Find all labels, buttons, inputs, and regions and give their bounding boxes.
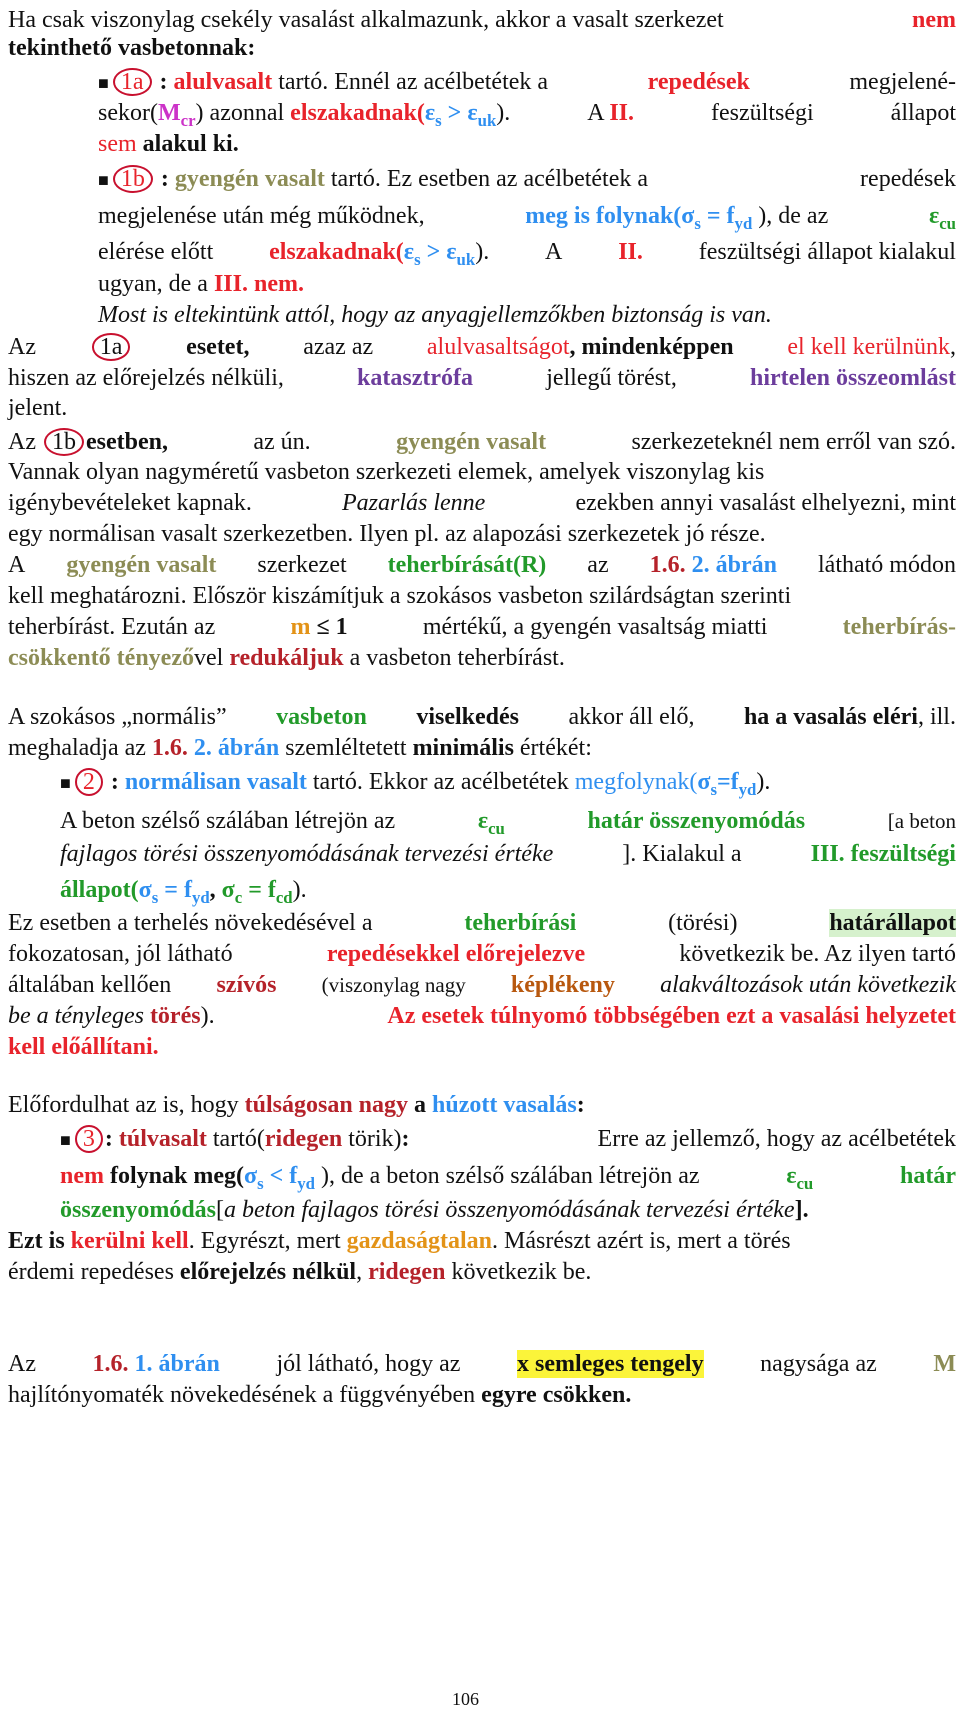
para-line bbox=[60, 1196, 809, 1224]
text: hiszen az előrejelzés nélküli, bbox=[8, 365, 284, 391]
text-group bbox=[60, 1162, 700, 1193]
text: Az esetek túlnyomó többségében ezt a vasalási helyzetet bbox=[387, 1003, 956, 1029]
case-2-line bbox=[60, 768, 770, 797]
text: yd bbox=[734, 213, 753, 233]
text-group bbox=[93, 1350, 220, 1378]
text: σ bbox=[681, 203, 695, 229]
text: yd bbox=[191, 887, 210, 907]
text: 2. ábrán bbox=[691, 552, 777, 578]
text: túlságosan nagy bbox=[244, 1092, 409, 1118]
text: sem bbox=[98, 131, 137, 157]
text: ) azonnal bbox=[195, 100, 285, 126]
text-group bbox=[98, 99, 511, 130]
case-1a-intro bbox=[98, 68, 548, 97]
text: határ bbox=[899, 1163, 956, 1189]
text: kell meghatározni. Először kiszámítjuk a szokásos vasbeton szilárdságtan szerinti bbox=[8, 583, 792, 609]
text: c bbox=[234, 887, 243, 907]
text: elérése előtt bbox=[98, 239, 214, 265]
text: tartó. Ekkor az acélbetétek bbox=[312, 769, 569, 795]
text: mértékű, a gyengén vasaltság miatti bbox=[422, 614, 768, 640]
text: teherbírást. Ezután az bbox=[8, 614, 216, 640]
text: elszakadnak( bbox=[269, 239, 404, 265]
text: gazdaságtalan bbox=[346, 1228, 493, 1254]
text: következik be. bbox=[451, 1259, 592, 1285]
para-line bbox=[60, 807, 956, 838]
para-line bbox=[8, 613, 956, 641]
text-group bbox=[650, 551, 777, 579]
text: hajlítónyomaték növekedésének a függvényében bbox=[8, 1382, 476, 1408]
para-line bbox=[8, 1350, 956, 1378]
text: gyengén vasalt bbox=[396, 429, 547, 455]
text: II. bbox=[609, 100, 634, 126]
text: ε bbox=[477, 808, 489, 834]
para-line bbox=[8, 458, 956, 486]
text: elszakadnak( bbox=[290, 100, 425, 126]
text: el kell kerülnünk bbox=[787, 334, 950, 360]
square-bullet-icon: ■ bbox=[98, 73, 109, 93]
text: alakváltozások után következik bbox=[660, 972, 956, 998]
text: megjelené- bbox=[849, 69, 956, 95]
text: összenyomódás bbox=[60, 1197, 217, 1223]
text: : bbox=[401, 1126, 410, 1152]
text: ε bbox=[424, 100, 436, 126]
para-line bbox=[8, 364, 956, 392]
text: Pazarlás lenne bbox=[342, 490, 486, 516]
text-group bbox=[8, 428, 168, 456]
case-1a-line bbox=[98, 68, 956, 97]
text: : bbox=[160, 166, 169, 192]
para-line bbox=[8, 940, 956, 968]
text: igénybevételeket kapnak. bbox=[8, 490, 252, 516]
text: előrejelzés nélkül bbox=[179, 1259, 357, 1285]
case-1b-line bbox=[98, 165, 956, 194]
text: azaz az bbox=[303, 334, 374, 360]
text: cu bbox=[939, 213, 956, 233]
text: < f bbox=[263, 1163, 298, 1189]
para-line bbox=[8, 1381, 631, 1409]
text: A bbox=[587, 100, 604, 126]
text: jellegű törést, bbox=[546, 365, 677, 391]
para-line bbox=[8, 333, 956, 361]
text: 2. ábrán bbox=[193, 735, 280, 761]
text: határ összenyomódás bbox=[587, 808, 806, 834]
text: csökkentő tényező bbox=[8, 645, 194, 671]
text: érdemi repedéses bbox=[8, 1259, 174, 1285]
text: > ε bbox=[420, 239, 457, 265]
text: ≤ 1 bbox=[316, 614, 348, 640]
text-group bbox=[587, 99, 634, 127]
text: húzott vasalás bbox=[432, 1092, 577, 1118]
text: feszültségi bbox=[850, 841, 956, 867]
text: σ bbox=[138, 877, 152, 903]
text: yd bbox=[738, 779, 757, 799]
text: (viszonylag nagy bbox=[321, 973, 466, 997]
para-line: jelent. bbox=[8, 395, 68, 421]
text: 1.6. bbox=[151, 735, 188, 761]
para-line bbox=[8, 582, 956, 610]
para-line bbox=[8, 703, 956, 731]
text: s bbox=[710, 779, 717, 799]
text: = f bbox=[242, 877, 276, 903]
text: Vannak olyan nagyméretű vasbeton szerkezeti elemek, amelyek viszonylag kis bbox=[8, 459, 765, 485]
para-line bbox=[98, 238, 956, 269]
text: III. nem. bbox=[213, 271, 304, 297]
text: esetet, bbox=[186, 334, 250, 360]
para-line bbox=[8, 428, 956, 456]
text: . Másrészt azért is, mert a törés bbox=[492, 1228, 791, 1254]
para-line bbox=[98, 202, 956, 233]
text: látható módon bbox=[818, 552, 956, 578]
text: szerkezet bbox=[257, 552, 347, 578]
text: általában kellően bbox=[8, 972, 172, 998]
text: cu bbox=[796, 1173, 814, 1193]
text: kerülni kell bbox=[70, 1228, 189, 1254]
text: cr bbox=[180, 110, 196, 130]
text: = f bbox=[158, 877, 192, 903]
para-line bbox=[8, 644, 565, 672]
text: ). bbox=[292, 877, 307, 903]
text: Erre az jellemző, hogy az acélbetétek bbox=[597, 1126, 956, 1152]
text: cu bbox=[488, 818, 505, 838]
text: ε bbox=[403, 239, 415, 265]
para-line bbox=[8, 909, 956, 937]
para-line bbox=[8, 1091, 585, 1119]
text: tartó. Ennél az acélbetétek a bbox=[278, 69, 549, 95]
text: következik be. Az ilyen tartó bbox=[679, 941, 956, 967]
case-marker: 3 bbox=[75, 1125, 103, 1153]
text: állapot bbox=[890, 100, 956, 126]
text: meghaladja az bbox=[8, 735, 146, 761]
case-3-intro bbox=[60, 1125, 410, 1154]
text: , mindenképpen bbox=[569, 334, 734, 360]
text: a beton fajlagos törési összenyomódásának tervezési értéke bbox=[224, 1197, 795, 1223]
text: s bbox=[257, 1173, 264, 1193]
text: repedésekkel előrejelezve bbox=[326, 941, 586, 967]
para-line bbox=[8, 6, 956, 34]
text: ). bbox=[200, 1003, 215, 1029]
text-group bbox=[744, 703, 956, 731]
case-marker: 1a bbox=[113, 68, 152, 96]
text: Előfordulhat az is, hogy bbox=[8, 1092, 239, 1118]
text: ]. bbox=[794, 1197, 809, 1223]
text: σ bbox=[221, 877, 235, 903]
text: képlékeny bbox=[510, 972, 615, 998]
text: uk bbox=[477, 110, 497, 130]
text: A beton szélső szálában létrejön az bbox=[60, 808, 396, 834]
para-line bbox=[98, 130, 239, 158]
text-group bbox=[290, 613, 347, 641]
text: ugyan, de a bbox=[98, 271, 208, 297]
text: , ill. bbox=[917, 704, 956, 730]
text: állapot( bbox=[60, 877, 139, 903]
text: ha a vasalás eléri bbox=[743, 704, 918, 730]
text: teherbírási bbox=[464, 910, 577, 936]
text: ). bbox=[496, 100, 511, 126]
text: Ezt is bbox=[8, 1228, 65, 1254]
text: határállapot bbox=[829, 910, 956, 936]
text: értékét: bbox=[519, 735, 592, 761]
text: ε bbox=[928, 203, 940, 229]
text: Ha csak viszonylag csekély vasalást alkalmazunk, akkor a vasalt szerkezet bbox=[8, 7, 724, 33]
text: törik) bbox=[348, 1126, 402, 1152]
text: A szokásos „normális” bbox=[8, 704, 227, 730]
text-group bbox=[811, 840, 956, 868]
text: ). bbox=[475, 239, 490, 265]
para-line bbox=[8, 551, 956, 579]
text: ]. Kialakul a bbox=[622, 841, 742, 867]
para-line bbox=[8, 1227, 956, 1255]
text: minimális bbox=[412, 735, 514, 761]
text: vasbeton bbox=[276, 704, 367, 730]
text: : bbox=[104, 1126, 113, 1152]
text: 1.6. bbox=[649, 552, 686, 578]
text-group bbox=[477, 807, 505, 838]
text: [a beton bbox=[887, 809, 956, 833]
text-group bbox=[525, 202, 829, 233]
text: nem bbox=[912, 7, 956, 33]
text: σ bbox=[697, 769, 711, 795]
text-group bbox=[269, 238, 490, 269]
text: , bbox=[356, 1259, 363, 1285]
text: repedések bbox=[860, 166, 956, 192]
text: : bbox=[110, 769, 119, 795]
text: alulvasalt bbox=[173, 69, 273, 95]
square-bullet-icon: ■ bbox=[60, 773, 71, 793]
text: : bbox=[576, 1092, 585, 1118]
text: ), de a beton szélső szálában létrejön az bbox=[315, 1163, 700, 1189]
text: szerkezeteknél nem erről van szó. bbox=[631, 429, 956, 455]
text: megjelenése után még működnek, bbox=[98, 203, 425, 229]
text: Ez esetben a terhelés növekedésével a bbox=[8, 910, 373, 936]
text: fajlagos törési összenyomódásának tervezési értéke bbox=[60, 841, 554, 867]
text: s bbox=[414, 249, 421, 269]
text-group bbox=[8, 1227, 791, 1255]
para-line bbox=[98, 270, 304, 298]
text: feszültségi állapot kialakul bbox=[698, 239, 956, 265]
text: be a tényleges bbox=[8, 1003, 144, 1029]
text-group bbox=[786, 1162, 814, 1193]
text-group bbox=[427, 333, 734, 361]
text: egyre csökken. bbox=[481, 1382, 632, 1408]
para-line bbox=[8, 971, 956, 999]
text: x semleges tengely bbox=[516, 1351, 704, 1377]
para-line bbox=[98, 99, 956, 130]
text: = f bbox=[700, 203, 735, 229]
text: törés bbox=[149, 1003, 201, 1029]
text: s bbox=[151, 887, 159, 907]
text: alakul ki. bbox=[142, 131, 239, 157]
para-line bbox=[60, 840, 956, 868]
text: megfolynak( bbox=[574, 769, 698, 795]
text: yd bbox=[297, 1173, 315, 1193]
text: Az bbox=[8, 1351, 36, 1377]
text: (törési) bbox=[668, 910, 738, 936]
text: a vasbeton teherbírást. bbox=[349, 645, 565, 671]
text: sekor( bbox=[98, 100, 158, 126]
text: katasztrófa bbox=[357, 365, 474, 391]
text: M bbox=[933, 1351, 956, 1377]
text: Az bbox=[8, 429, 36, 455]
text: vel bbox=[193, 645, 224, 671]
note-line: Most is eltekintünk attól, hogy az anyagjellemzőkben biztonság is van. bbox=[98, 302, 772, 328]
text-group bbox=[787, 333, 956, 361]
text: az ún. bbox=[253, 429, 311, 455]
case-marker: 1b bbox=[113, 165, 153, 193]
text: ezekben annyi vasalást elhelyezni, mint bbox=[575, 490, 956, 516]
text: gyengén vasalt bbox=[66, 552, 217, 578]
text: ridegen bbox=[368, 1259, 446, 1285]
case-marker: 2 bbox=[75, 768, 103, 796]
para-line bbox=[60, 876, 307, 907]
text: alulvasaltságot bbox=[426, 334, 570, 360]
text: 1. ábrán bbox=[134, 1351, 220, 1377]
text: III. bbox=[810, 841, 845, 867]
text: 1.6. bbox=[92, 1351, 129, 1377]
text: tartó( bbox=[212, 1126, 265, 1152]
para-line bbox=[8, 734, 592, 762]
text: szívós bbox=[216, 972, 277, 998]
text: M bbox=[157, 100, 181, 126]
text: cd bbox=[275, 887, 293, 907]
page-number: 106 bbox=[452, 1689, 479, 1709]
para-line bbox=[8, 489, 956, 517]
text: uk bbox=[456, 249, 476, 269]
text: : bbox=[159, 69, 168, 95]
text: ), de az bbox=[752, 203, 829, 229]
text: =f bbox=[716, 769, 739, 795]
text: viselkedés bbox=[416, 704, 519, 730]
case-3-line bbox=[60, 1125, 956, 1154]
text: normálisan vasalt bbox=[124, 769, 307, 795]
para-line bbox=[60, 1162, 956, 1193]
text: gyengén vasalt bbox=[174, 166, 325, 192]
text: m bbox=[290, 614, 311, 640]
text: A bbox=[545, 239, 563, 265]
para-line: tekinthető vasbetonnak: bbox=[8, 35, 256, 61]
para-line: kell előállítani. bbox=[8, 1034, 159, 1060]
text: [ bbox=[216, 1197, 225, 1223]
text: folynak meg( bbox=[110, 1163, 244, 1189]
text-group bbox=[8, 1002, 215, 1030]
text: teherbírását(R) bbox=[387, 552, 547, 578]
text: redukáljuk bbox=[229, 645, 344, 671]
text: fokozatosan, jól látható bbox=[8, 941, 233, 967]
text: meg is folynak( bbox=[525, 203, 682, 229]
text: ridegen bbox=[264, 1126, 343, 1152]
text: repedések bbox=[647, 69, 750, 95]
para-line: egy normálisan vasalt szerkezetben. Ilyen pl. az alapozási szerkezetek jó része. bbox=[8, 521, 766, 547]
case-marker: 1b bbox=[44, 428, 84, 456]
text: akkor áll elő, bbox=[568, 704, 695, 730]
text: teherbírás- bbox=[842, 614, 956, 640]
text: σ bbox=[244, 1163, 258, 1189]
text: ). bbox=[756, 769, 771, 795]
text: ε bbox=[786, 1163, 797, 1189]
text: , bbox=[950, 334, 956, 360]
text: nagysága az bbox=[760, 1351, 877, 1377]
text: esetben, bbox=[85, 429, 168, 455]
text: . Egyrészt, mert bbox=[188, 1228, 341, 1254]
text: nem bbox=[60, 1163, 104, 1189]
text: A bbox=[8, 552, 26, 578]
text: túlvasalt bbox=[118, 1126, 207, 1152]
text: > ε bbox=[441, 100, 478, 126]
text: Az bbox=[8, 334, 36, 360]
text: tartó. Ez esetben az acélbetétek a bbox=[330, 166, 649, 192]
text: s bbox=[435, 110, 442, 130]
para-line bbox=[8, 1002, 956, 1030]
document-page bbox=[8, 0, 956, 1710]
para-line bbox=[8, 1258, 591, 1286]
square-bullet-icon: ■ bbox=[60, 1130, 71, 1150]
text: , bbox=[209, 877, 216, 903]
case-1b-intro bbox=[98, 165, 648, 194]
text: II. bbox=[618, 239, 643, 265]
text: s bbox=[694, 213, 701, 233]
text: hirtelen összeomlást bbox=[750, 365, 956, 391]
case-marker: 1a bbox=[92, 333, 131, 361]
text: jól látható, hogy az bbox=[276, 1351, 461, 1377]
text: szemléltetett bbox=[285, 735, 407, 761]
text: az bbox=[587, 552, 609, 578]
text: a bbox=[414, 1092, 427, 1118]
text: feszültségi bbox=[711, 100, 814, 126]
text-group bbox=[928, 202, 956, 233]
square-bullet-icon: ■ bbox=[98, 170, 109, 190]
